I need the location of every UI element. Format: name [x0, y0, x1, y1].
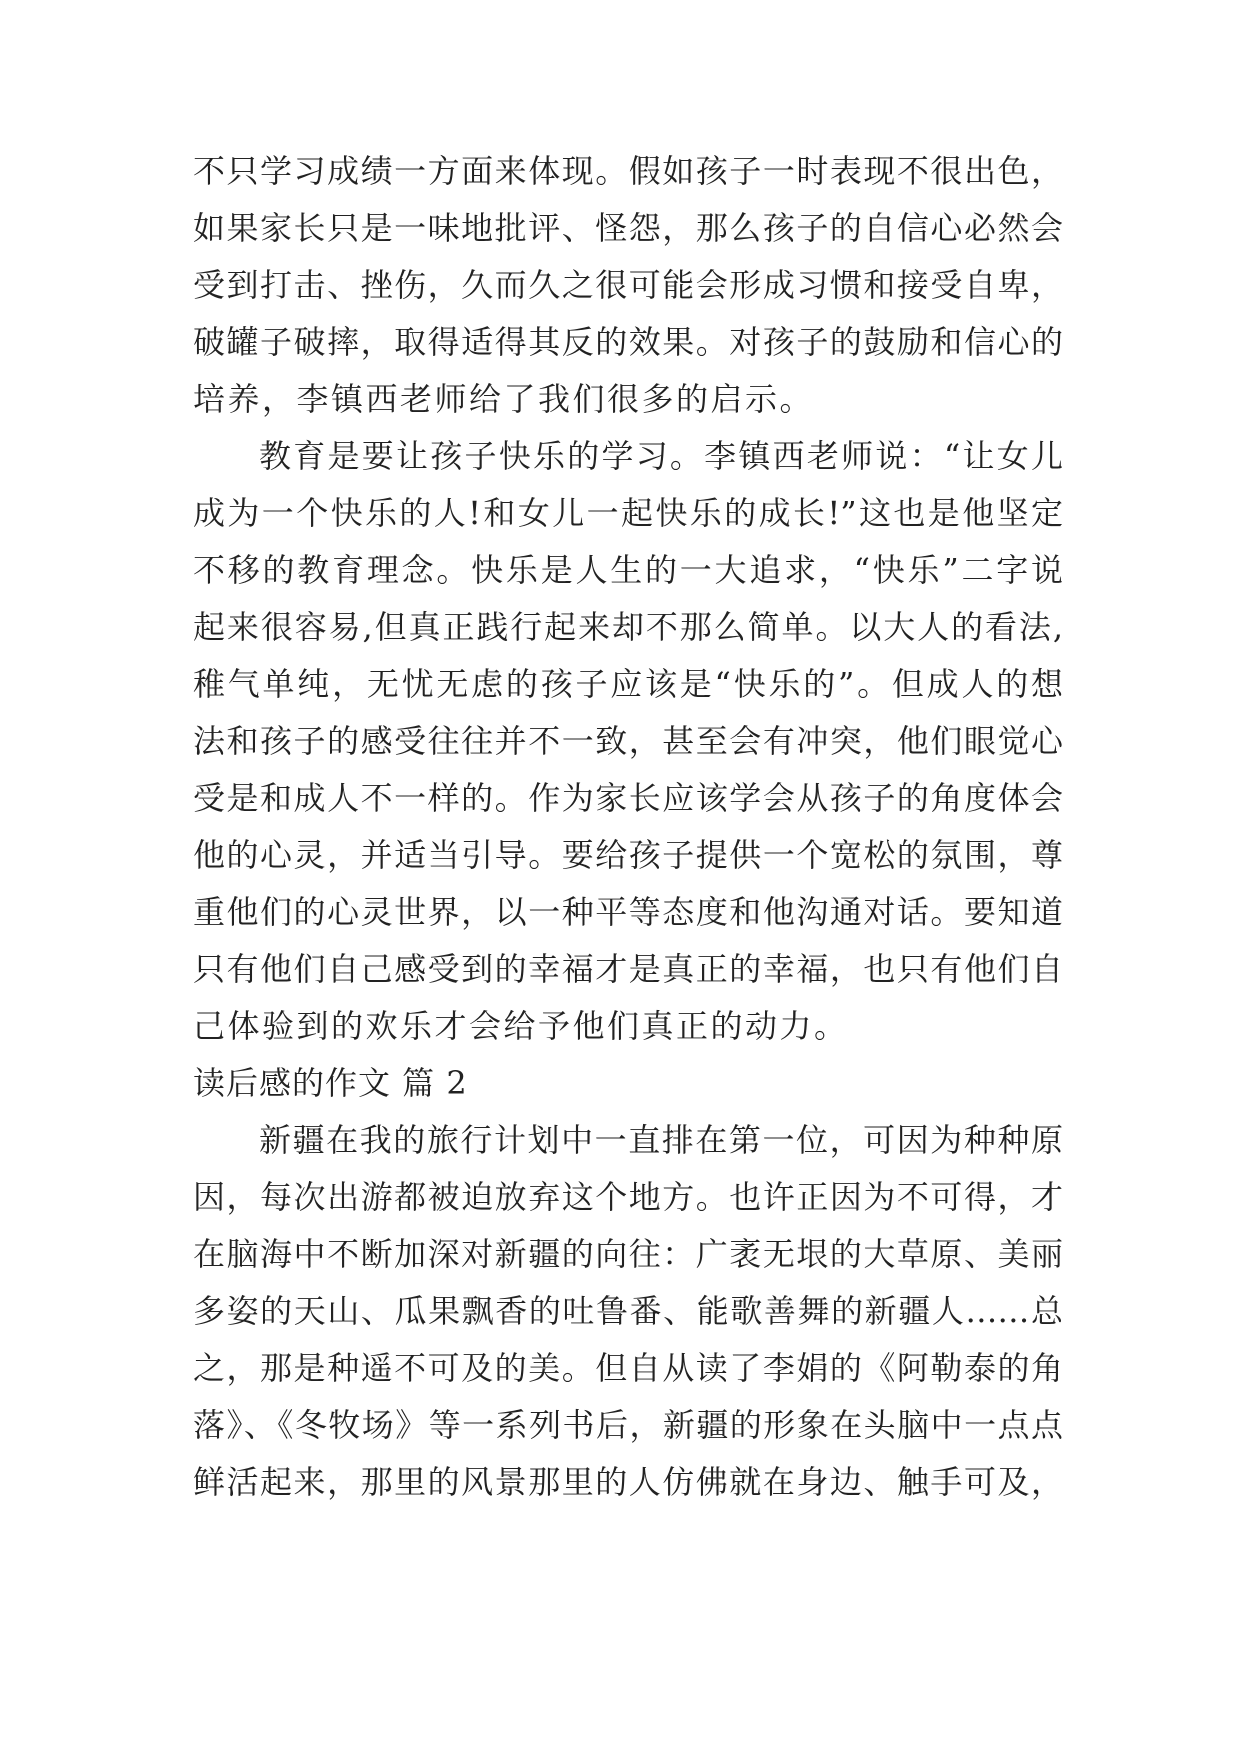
paragraph-line: 落》、《冬牧场》等一系列书后，新疆的形象在头脑中一点点 — [193, 1406, 1063, 1444]
paragraph-line: 不只学习成绩一方面来体现。假如孩子一时表现不很出色， — [193, 152, 1063, 190]
paragraph-line: 因，每次出游都被迫放弃这个地方。也许正因为不可得，才 — [193, 1178, 1063, 1216]
paragraph-line: 多姿的天山、瓜果飘香的吐鲁番、能歌善舞的新疆人……总 — [193, 1292, 1063, 1330]
paragraph-line: 之，那是种遥不可及的美。但自从读了李娟的《阿勒泰的角 — [193, 1349, 1063, 1387]
paragraph-line: 受是和成人不一样的。作为家长应该学会从孩子的角度体会 — [193, 779, 1063, 817]
paragraph-line: 在脑海中不断加深对新疆的向往：广袤无垠的大草原、美丽 — [193, 1235, 1063, 1273]
paragraph-line: 法和孩子的感受往往并不一致，甚至会有冲突，他们眼觉心 — [193, 722, 1063, 760]
paragraph-line: 培养，李镇西老师给了我们很多的启示。 — [193, 380, 815, 418]
section-heading: 读后感的作文 篇 2 — [193, 1064, 468, 1102]
paragraph-line: 只有他们自己感受到的幸福才是真正的幸福，也只有他们自 — [193, 950, 1063, 988]
paragraph-line: 己体验到的欢乐才会给予他们真正的动力。 — [193, 1007, 849, 1045]
paragraph-line: 他的心灵，并适当引导。要给孩子提供一个宽松的氛围，尊 — [193, 836, 1063, 874]
paragraph-line: 新疆在我的旅行计划中一直排在第一位，可因为种种原 — [259, 1121, 1063, 1159]
paragraph-line: 教育是要让孩子快乐的学习。李镇西老师说：“让女儿 — [259, 437, 1063, 475]
paragraph-line: 如果家长只是一味地批评、怪怨，那么孩子的自信心必然会 — [193, 209, 1063, 247]
paragraph-line: 成为一个快乐的人!和女儿一起快乐的成长!”这也是他坚定 — [193, 494, 1063, 532]
paragraph-line: 鲜活起来，那里的风景那里的人仿佛就在身边、触手可及， — [193, 1463, 1063, 1501]
paragraph-line: 受到打击、挫伤，久而久之很可能会形成习惯和接受自卑， — [193, 266, 1063, 304]
paragraph-line: 重他们的心灵世界，以一种平等态度和他沟通对话。要知道 — [193, 893, 1063, 931]
paragraph-line: 不移的教育理念。快乐是人生的一大追求，“快乐”二字说 — [193, 551, 1063, 589]
paragraph-line: 破罐子破摔，取得适得其反的效果。对孩子的鼓励和信心的 — [193, 323, 1063, 361]
paragraph-line: 起来很容易,但真正践行起来却不那么简单。以大人的看法, — [193, 608, 1063, 646]
paragraph-line: 稚气单纯，无忧无虑的孩子应该是“快乐的”。但成人的想 — [193, 665, 1063, 703]
